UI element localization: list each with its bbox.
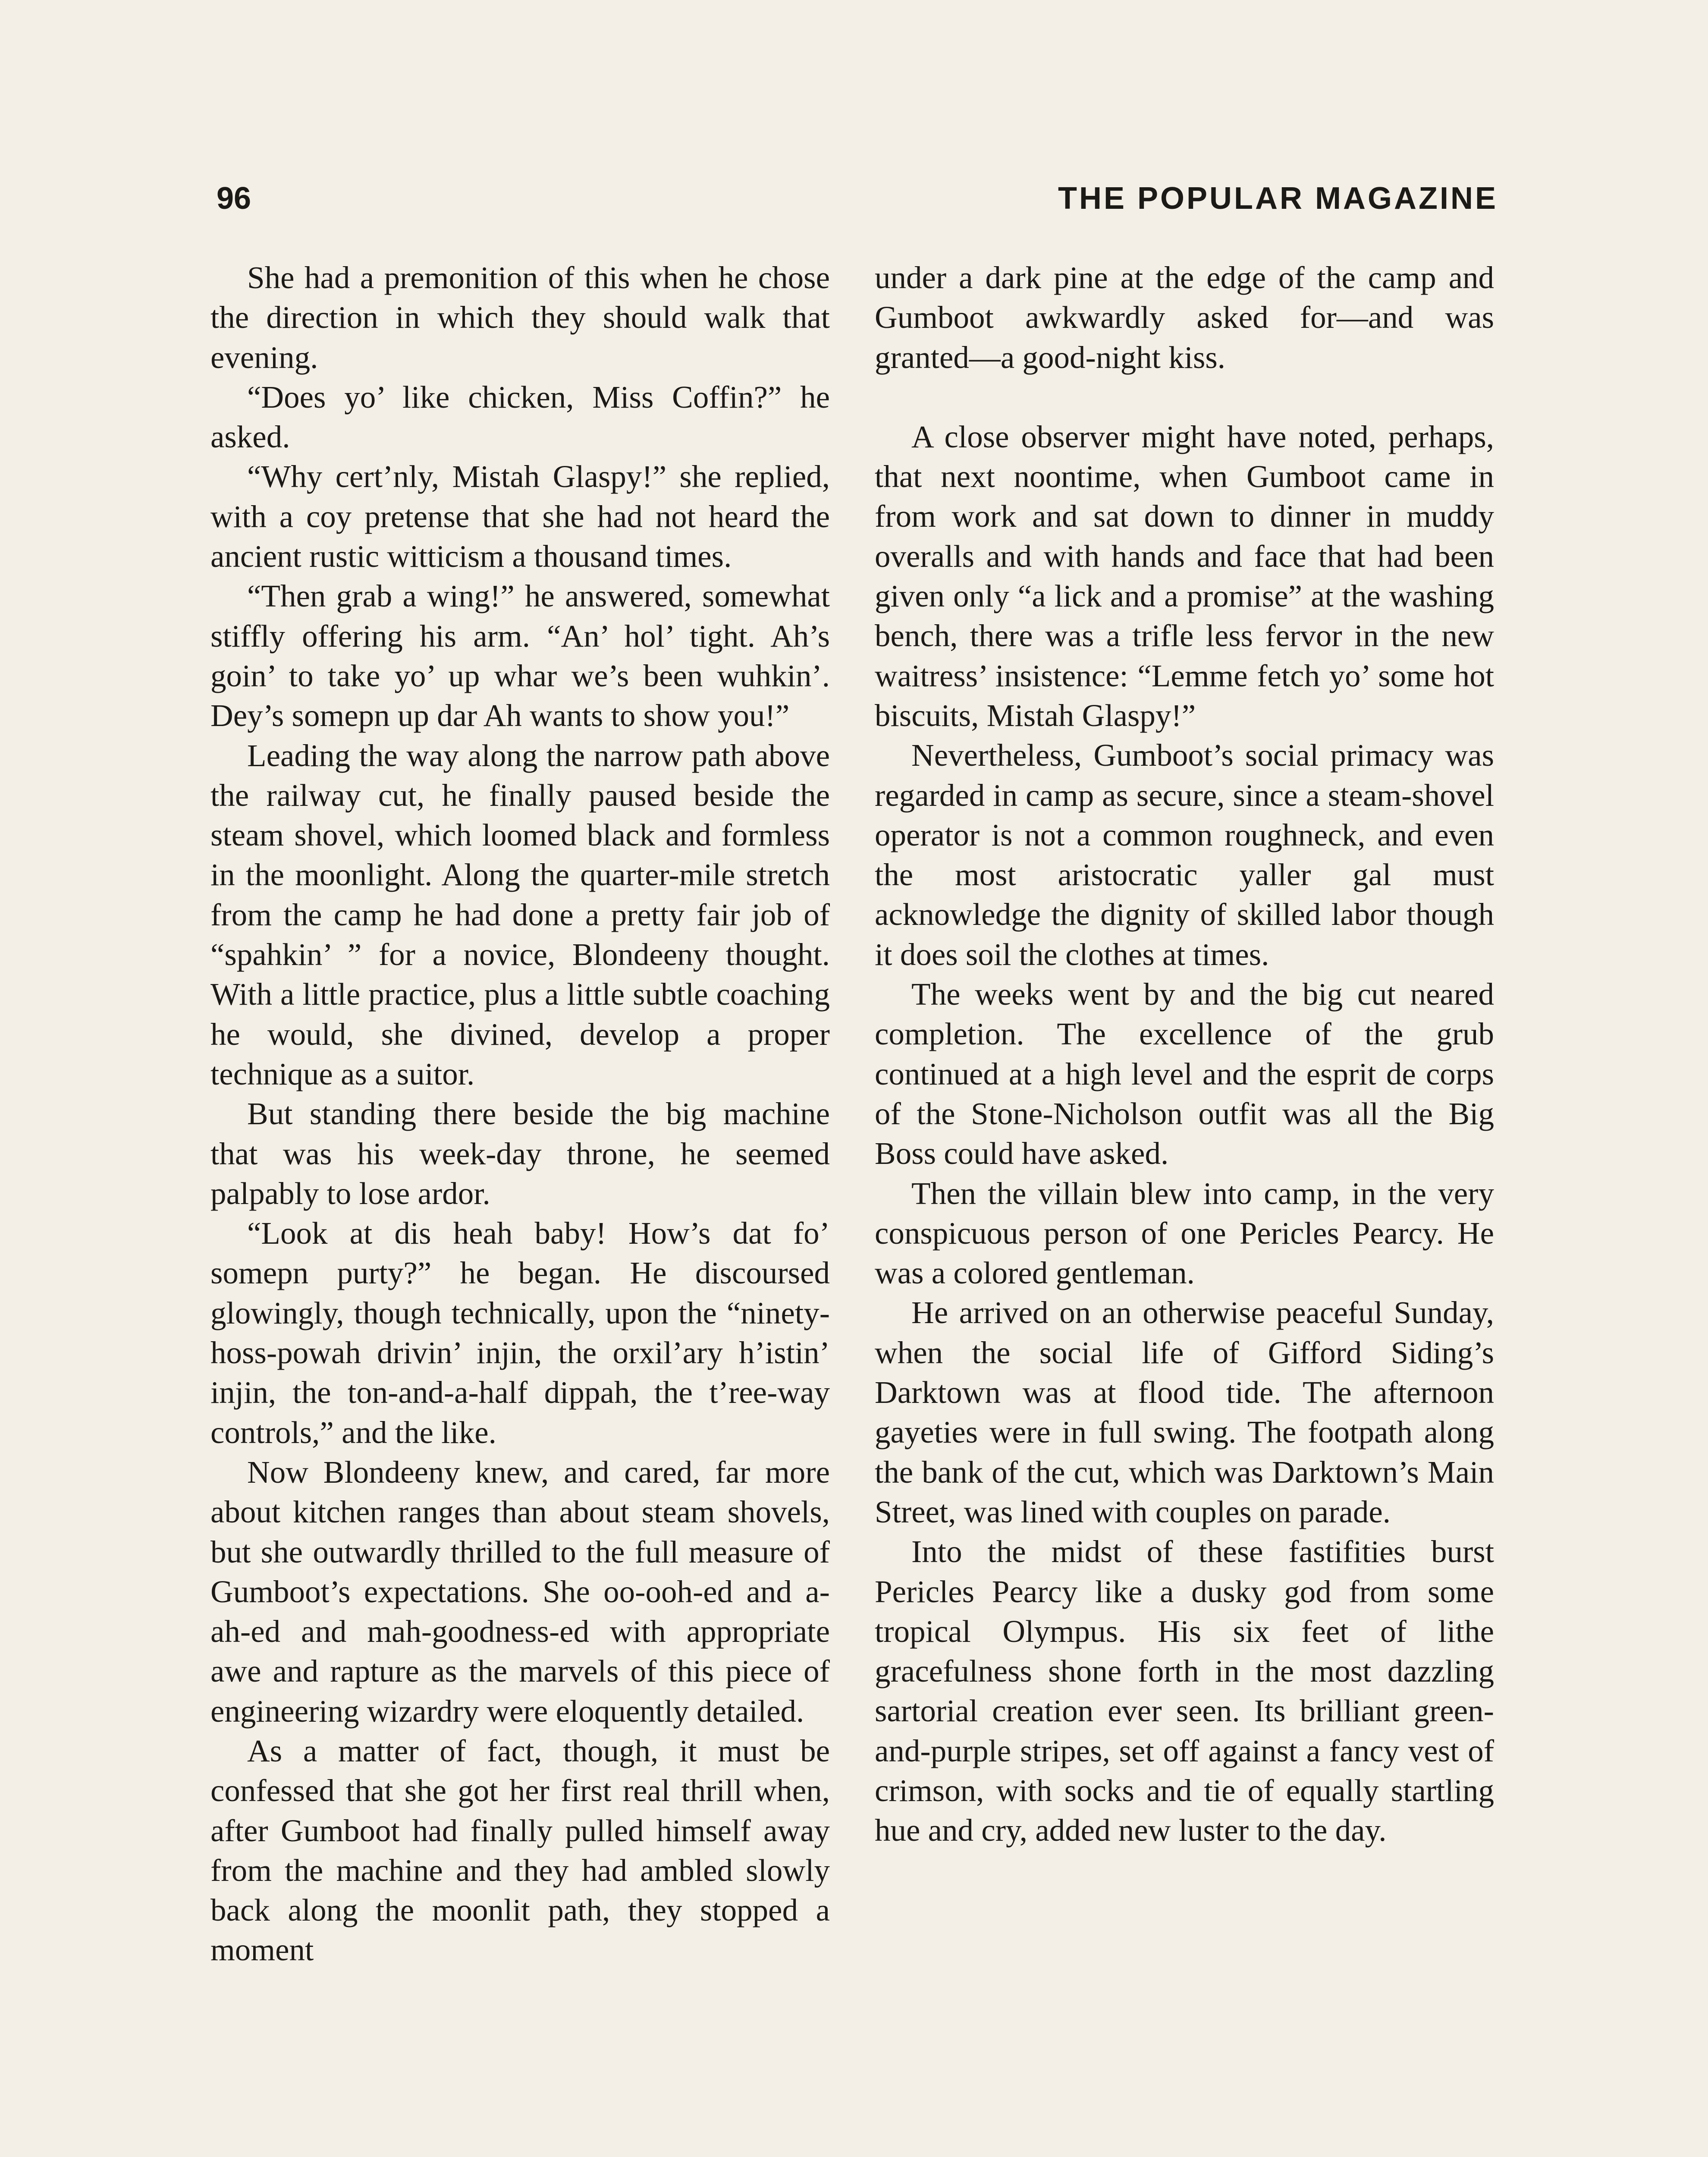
paragraph: A close observer might have noted, perhaps, that next noontime, when Gumboot came in from work and sat down to dinner in muddy overalls and with hands and face that had been given only “a lick and a promise” at the washing bench, there was a trifle less fervor in the new waitress’ insistence: “Lemme fetch yo’ some hot biscuits, Mistah Glaspy!” bbox=[875, 419, 1494, 733]
right-column bbox=[875, 258, 1494, 1851]
paragraph: The weeks went by and the big cut neared completion. The excellence of the grub continued at a high level and the esprit de corps of the Stone-Nicholson outfit was all the Big Boss could have asked. bbox=[875, 977, 1494, 1171]
paragraph: under a dark pine at the edge of the camp and Gumboot awkwardly asked for—and was granted—a good-night kiss. bbox=[875, 260, 1494, 375]
left-column bbox=[210, 258, 830, 1970]
paragraph: Nevertheless, Gumboot’s social primacy was regarded in camp as secure, since a steam-shovel operator is not a common roughneck, and even the most aristocratic yaller gal must acknowledge the dignity of skilled labor though it does soil the clothes at times. bbox=[875, 738, 1494, 972]
paragraph: “Look at dis heah baby! How’s dat fo’ somepn purty?” he began. He discoursed glowingly, though technically, upon the “ninety-hoss-powah drivin’ injin, the orxil’ary h’istin’ injin, the ton-and-a-half dippah, the t’ree-way controls,” and the like. bbox=[210, 1216, 830, 1450]
paragraph: Then the villain blew into camp, in the very conspicuous person of one Pericles Pearcy. He was a colored gentleman. bbox=[875, 1176, 1494, 1291]
paragraph: She had a premonition of this when he chose the direction in which they should walk that evening. bbox=[210, 260, 830, 375]
paragraph: Into the midst of these fastifities burst Pericles Pearcy like a dusky god from some tropical Olympus. His six feet of lithe gracefulness shone forth in the most dazzling sartorial creation ever seen. Its brilliant green-and-purple stripes, set off against a fancy vest of crimson, with socks and tie of equally startling hue and cry, added new luster to the day. bbox=[875, 1534, 1494, 1848]
paragraph: Leading the way along the narrow path above the railway cut, he finally paused beside the steam shovel, which loomed black and formless in the moonlight. Along the quarter-mile stretch from the camp he had done a pretty fair job of “spahkin’ ” for a novice, Blondeeny thought. With a little practice, plus a little subtle coaching he would, she divined, develop a proper technique as a suitor. bbox=[210, 738, 830, 1091]
page-number: 96 bbox=[217, 181, 251, 216]
magazine-title: THE POPULAR MAGAZINE bbox=[1058, 181, 1498, 216]
paragraph: But standing there beside the big machine that was his week-day throne, he seemed palpably to lose ardor. bbox=[210, 1096, 830, 1211]
paragraph: Now Blondeeny knew, and cared, far more about kitchen ranges than about steam shovels, but she outwardly thrilled to the full measure of Gumboot’s expectations. She oo-ooh-ed and a-ah-ed and mah-goodness-ed with appropriate awe and rapture as the marvels of this piece of engineering wizardry were eloquently detailed. bbox=[210, 1454, 830, 1729]
paragraph: “Then grab a wing!” he answered, somewhat stiffly offering his arm. “An’ hol’ tight. Ah’s goin’ to take yo’ up whar we’s been wuhkin’. Dey’s somepn up dar Ah wants to show you!” bbox=[210, 579, 830, 733]
paragraph: As a matter of fact, though, it must be confessed that she got her first real thrill when, after Gumboot had finally pulled himself away from the machine and they had ambled slowly back along the moonlit path, they stopped a moment bbox=[210, 1733, 830, 1968]
paragraph: “Does yo’ like chicken, Miss Coffin?” he asked. bbox=[210, 379, 830, 455]
paragraph: He arrived on an otherwise peaceful Sunday, when the social life of Gifford Siding’s Darktown was at flood tide. The afternoon gayeties were in full swing. The footpath along the bank of the cut, which was Darktown’s Main Street, was lined with couples on parade. bbox=[875, 1295, 1494, 1529]
paragraph: “Why cert’nly, Mistah Glaspy!” she replied, with a coy pretense that she had not heard the ancient rustic witticism a thousand times. bbox=[210, 459, 830, 574]
